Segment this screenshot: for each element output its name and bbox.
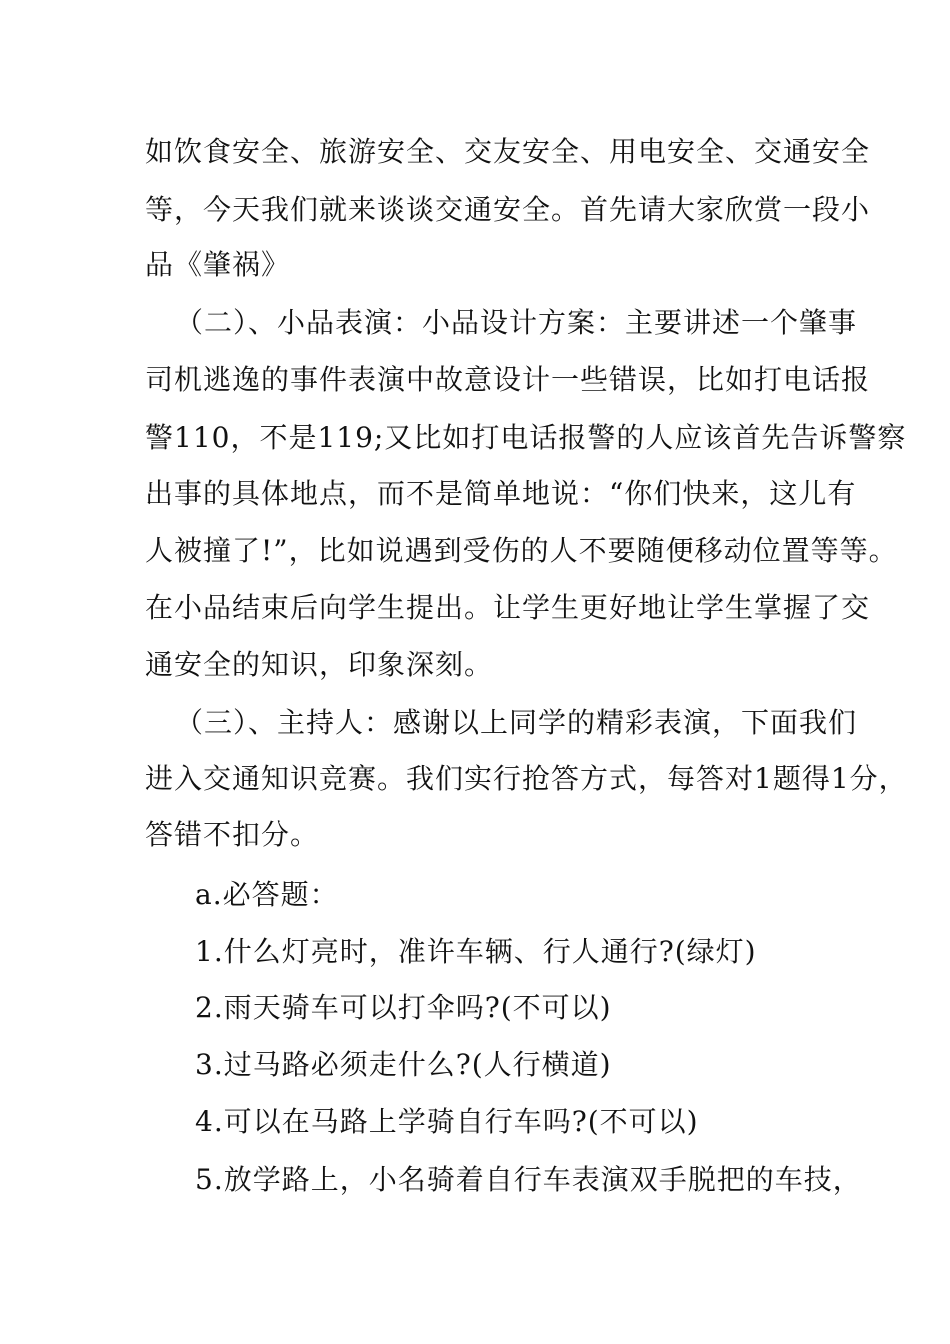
paragraph-line: 品《肇祸》	[145, 248, 291, 281]
question-item: 5.放学路上，小名骑着自行车表演双手脱把的车技，	[195, 1163, 862, 1196]
section-heading-line: （三）、主持人：感谢以上同学的精彩表演，下面我们	[175, 706, 858, 739]
question-item: 3.过马路必须走什么?(人行横道)	[195, 1048, 612, 1081]
paragraph-line: 警110，不是119;又比如打电话报警的人应该首先告诉警察	[145, 421, 907, 454]
paragraph-line: 人被撞了!”，比如说遇到受伤的人不要随便移动位置等等。	[145, 534, 898, 567]
subsection-heading: a.必答题：	[195, 878, 339, 911]
paragraph-line: 进入交通知识竞赛。我们实行抢答方式，每答对1题得1分，	[145, 762, 908, 795]
paragraph-line: 如饮食安全、旅游安全、交友安全、用电安全、交通安全	[145, 135, 871, 168]
paragraph-line: 答错不扣分。	[145, 818, 320, 851]
paragraph-line: 等，今天我们就来谈谈交通安全。首先请大家欣赏一段小	[145, 193, 871, 226]
paragraph-line: 出事的具体地点，而不是简单地说：“你们快来，这儿有	[145, 477, 857, 510]
paragraph-line: 在小品结束后向学生提出。让学生更好地让学生掌握了交	[145, 591, 871, 624]
question-item: 1.什么灯亮时，准许车辆、行人通行?(绿灯)	[195, 935, 757, 968]
question-item: 4.可以在马路上学骑自行车吗?(不可以)	[195, 1105, 699, 1138]
section-heading-line: （二）、小品表演：小品设计方案：主要讲述一个肇事	[175, 306, 858, 339]
question-item: 2.雨天骑车可以打伞吗?(不可以)	[195, 991, 612, 1024]
paragraph-line: 司机逃逸的事件表演中故意设计一些错误，比如打电话报	[145, 363, 871, 396]
paragraph-line: 通安全的知识，印象深刻。	[145, 648, 494, 681]
